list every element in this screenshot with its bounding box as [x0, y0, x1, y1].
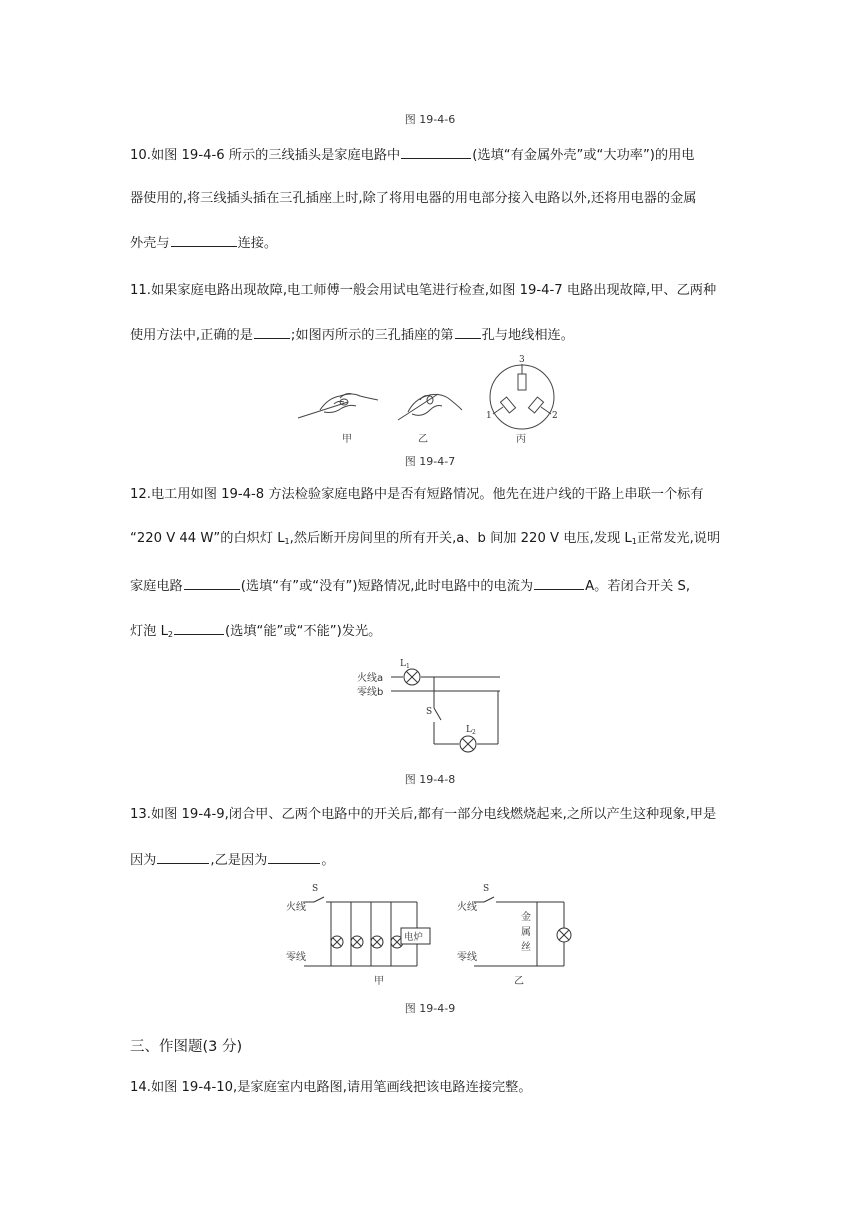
figure-caption-19-4-8: 图 19-4-8	[404, 773, 456, 786]
q12-text-c: 正常发光,说明	[636, 531, 721, 546]
question-10-line-1	[130, 146, 695, 165]
live-wire-a-label: 火线a	[357, 673, 384, 684]
jia-label: 甲	[374, 976, 384, 987]
yi-live-label: 火线	[457, 902, 477, 913]
q12-sub-2: 1	[631, 537, 637, 546]
figure-caption-19-4-7: 图 19-4-7	[404, 455, 456, 468]
q13-text-c: 。	[321, 853, 335, 868]
jia-live-label: 火线	[286, 902, 306, 913]
bulb-l1-icon	[404, 669, 420, 685]
l2-label: $L_2$	[466, 725, 476, 736]
q10-text-c: 外壳与	[130, 236, 170, 251]
jia-circuit	[304, 897, 417, 966]
q12-text-f: A。若闭合开关 S,	[585, 579, 691, 594]
q12-sub-3: 2	[167, 630, 174, 639]
q10-text-a: 10.如图 19-4-6 所示的三线插头是家庭电路中	[130, 148, 401, 163]
question-14-line-1: 14.如图 19-4-10,是家庭室内电路图,请用笔画线把该电路连接完整。	[130, 1080, 532, 1095]
figure-caption-19-4-9: 图 19-4-9	[404, 1002, 456, 1015]
q12-text-g: 灯泡 L	[130, 624, 168, 639]
socket-hole-3-label: 3	[519, 355, 525, 365]
q10-text-b: (选填“有金属外壳”或“大功率”)的用电	[472, 148, 695, 163]
q13-blank-2[interactable]	[268, 851, 320, 864]
bulb-icon	[351, 936, 363, 948]
yi-neutral-label: 零线	[457, 952, 477, 963]
question-12-line-4	[130, 622, 381, 644]
jia-switch-label: S	[312, 884, 319, 894]
q12-blank-3[interactable]	[174, 622, 224, 635]
tester-pen-hand-jia	[298, 394, 378, 419]
electric-stove-label: 电炉	[404, 932, 424, 943]
question-12-line-1: 12.电工用如图 19-4-8 方法检验家庭电路中是否有短路情况。他先在进户线的干路上串联一个标有	[130, 487, 704, 502]
question-12-line-3	[130, 577, 690, 596]
neutral-wire-b-label: 零线b	[357, 687, 384, 698]
q10-blank-2[interactable]	[171, 234, 237, 247]
q10-text-d: 连接。	[237, 236, 278, 251]
bulb-icon	[371, 936, 383, 948]
question-13-line-2	[130, 851, 335, 870]
label-yi: 乙	[418, 434, 428, 445]
socket-hole-1-label: 1	[486, 411, 492, 421]
question-10-line-3	[130, 234, 277, 253]
l1-label: $L_1$	[400, 659, 410, 670]
figure-19-4-7	[290, 352, 580, 447]
q11-text-b: ;如图丙所示的三孔插座的第	[290, 328, 454, 343]
label-jia: 甲	[342, 434, 352, 445]
q12-text-b: ,然后断开房间里的所有开关,a、b 间加 220 V 电压,发现 L	[289, 531, 632, 546]
q12-blank-1[interactable]	[184, 577, 240, 590]
q11-blank-2[interactable]	[455, 326, 481, 339]
bulb-icon	[557, 928, 571, 942]
figure-19-4-9	[284, 880, 584, 992]
q11-text-a: 使用方法中,正确的是	[130, 328, 253, 343]
q12-text-h: (选填“能”或“不能”)发光。	[225, 624, 382, 639]
metal-wire-label-2: 属	[521, 927, 531, 938]
socket-hole-2-label: 2	[552, 411, 558, 421]
question-10-line-2: 器使用的,将三线插头插在三孔插座上时,除了将用电器的用电部分接入电路以外,还将用电器的金属	[130, 191, 697, 206]
section-3-title: 三、作图题(3 分)	[130, 1039, 243, 1055]
question-11-line-1: 11.如果家庭电路出现故障,电工师傅一般会用试电笔进行检查,如图 19-4-7 电路出现故障,甲、乙两种	[130, 283, 717, 298]
label-bing: 丙	[516, 434, 526, 445]
q12-blank-2[interactable]	[534, 577, 584, 590]
yi-label: 乙	[514, 976, 524, 987]
jia-neutral-label: 零线	[286, 952, 306, 963]
three-hole-socket	[490, 364, 554, 429]
switch-s-label: S	[426, 707, 433, 717]
bulb-l2-icon	[460, 736, 476, 752]
question-11-line-2	[130, 326, 574, 345]
q12-text-e: (选填“有”或“没有”)短路情况,此时电路中的电流为	[240, 579, 534, 594]
yi-circuit	[474, 897, 564, 966]
bulb-icon	[331, 936, 343, 948]
q12-text-a: “220 V 44 W”的白炽灯 L	[130, 531, 285, 546]
metal-wire-label-3: 丝	[521, 942, 531, 953]
q10-blank-1[interactable]	[401, 146, 471, 159]
question-13-line-1: 13.如图 19-4-9,闭合甲、乙两个电路中的开关后,都有一部分电线燃烧起来,之所以产生这种现象,甲是	[130, 807, 717, 822]
q13-text-a: 因为	[130, 853, 157, 868]
q13-blank-1[interactable]	[157, 851, 209, 864]
metal-wire-label-1: 金	[521, 912, 531, 923]
yi-switch-label: S	[483, 884, 490, 894]
question-12-line-2	[130, 530, 720, 551]
q12-text-d: 家庭电路	[130, 579, 183, 594]
q11-text-c: 孔与地线相连。	[481, 328, 574, 343]
q13-text-b: ,乙是因为	[210, 853, 268, 868]
figure-caption-19-4-6: 图 19-4-6	[404, 113, 456, 126]
q11-blank-1[interactable]	[254, 326, 290, 339]
q12-sub-1: 1	[284, 537, 290, 546]
tester-pen-hand-yi	[398, 394, 462, 420]
figure-19-4-8	[355, 656, 510, 758]
